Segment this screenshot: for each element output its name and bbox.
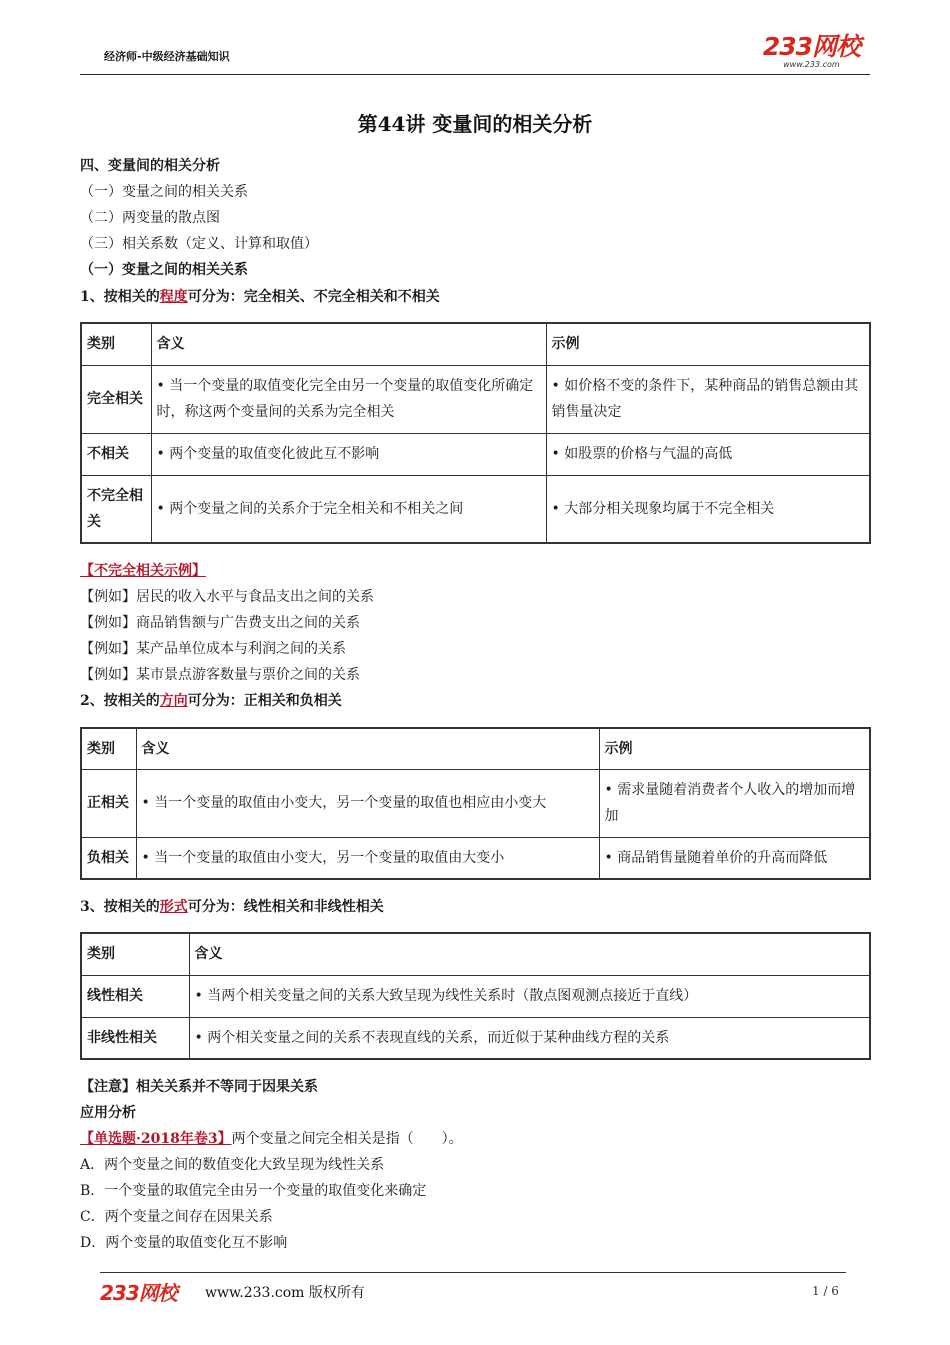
table-header-cell: 示例 — [546, 323, 870, 365]
table-header-row — [81, 933, 870, 975]
table-cell: • 当一个变量的取值由小变大，另一个变量的取值也相应由小变大 — [136, 769, 599, 837]
page-header — [80, 32, 870, 75]
outline-item: （三）相关系数（定义、计算和取值） — [80, 236, 318, 252]
table-row — [81, 475, 870, 543]
degree-table — [80, 322, 871, 544]
form-table — [80, 932, 871, 1060]
table-row — [81, 837, 870, 879]
example-item: 【例如】某产品单位成本与利润之间的关系 — [80, 641, 346, 657]
table-cell: • 两个变量之间的关系介于完全相关和不相关之间 — [151, 475, 546, 543]
table-cell: • 如股票的价格与气温的高低 — [546, 433, 870, 475]
table-cell: • 当两个相关变量之间的关系大致呈现为线性关系时（散点图观测点接近于直线） — [189, 975, 870, 1017]
logo-url: www.233.com — [783, 60, 840, 69]
table-header-row — [81, 728, 870, 769]
table-cell: 非线性相关 — [81, 1017, 189, 1059]
question-option: A．两个变量之间的数值变化大致呈现为线性关系 — [80, 1157, 385, 1173]
example-item: 【例如】居民的收入水平与食品支出之间的关系 — [80, 589, 374, 605]
sub-heading-degree: 1、按相关的程度可分为：完全相关、不完全相关和不相关 — [80, 289, 440, 305]
keyword-direction: 方向 — [159, 693, 188, 709]
note: 【注意】相关关系并不等同于因果关系 — [80, 1079, 318, 1095]
table-cell: • 两个相关变量之间的关系不表现直线的关系，而近似于某种曲线方程的关系 — [189, 1017, 870, 1059]
keyword-degree: 程度 — [159, 289, 188, 305]
table-cell: 线性相关 — [81, 975, 189, 1017]
footer-logo[interactable]: 233网校 — [100, 1281, 177, 1305]
page-title: 第44讲 变量间的相关分析 — [357, 112, 593, 136]
examples-title: 【不完全相关示例】 — [80, 563, 206, 579]
question-option: B．一个变量的取值完全由另一个变量的取值变化来确定 — [80, 1183, 427, 1199]
page-number: 1 / 6 — [812, 1284, 839, 1298]
outline-heading: 四、变量间的相关分析 — [80, 158, 220, 174]
table-header-cell: 类别 — [81, 933, 189, 975]
sub-heading-direction: 2、按相关的方向可分为：正相关和负相关 — [80, 693, 342, 709]
table-row — [81, 365, 870, 433]
header-title: 经济师-中级经济基础知识 — [104, 50, 230, 63]
table-row — [81, 433, 870, 475]
sub-heading-form: 3、按相关的形式可分为：线性相关和非线性相关 — [80, 899, 384, 915]
table-cell: 不相关 — [81, 433, 151, 475]
table-header-cell: 示例 — [599, 728, 870, 769]
footer-copyright: www.233.com 版权所有 — [205, 1285, 365, 1301]
logo-text: 233网校 — [762, 32, 860, 61]
table-cell: 不完全相关 — [81, 475, 151, 543]
question-tag: 【单选题·2018年卷3】 — [80, 1131, 232, 1147]
table-header-cell: 含义 — [151, 323, 546, 365]
table-row — [81, 1017, 870, 1059]
table-header-cell: 含义 — [189, 933, 870, 975]
question-option: C．两个变量之间存在因果关系 — [80, 1209, 273, 1225]
table-cell: • 当一个变量的取值由小变大，另一个变量的取值由大变小 — [136, 837, 599, 879]
direction-table — [80, 727, 871, 880]
example-item: 【例如】某市景点游客数量与票价之间的关系 — [80, 667, 360, 683]
question-stem: 【单选题·2018年卷3】两个变量之间完全相关是指（ ）。 — [80, 1131, 463, 1147]
table-header-cell: 类别 — [81, 728, 136, 769]
brand-logo[interactable] — [763, 34, 860, 69]
table-cell: 正相关 — [81, 769, 136, 837]
question-option: D．两个变量的取值变化互不影响 — [80, 1235, 288, 1251]
table-cell: • 商品销售量随着单价的升高而降低 — [599, 837, 870, 879]
table-cell: • 大部分相关现象均属于不完全相关 — [546, 475, 870, 543]
keyword-form: 形式 — [159, 899, 188, 915]
table-cell: • 两个变量的取值变化彼此互不影响 — [151, 433, 546, 475]
table-cell: 完全相关 — [81, 365, 151, 433]
table-cell: • 如价格不变的条件下，某种商品的销售总额由其销售量决定 — [546, 365, 870, 433]
table-row — [81, 975, 870, 1017]
outline-item: （二）两变量的散点图 — [80, 210, 220, 226]
footer-divider — [100, 1272, 846, 1273]
table-cell: • 当一个变量的取值变化完全由另一个变量的取值变化所确定时，称这两个变量间的关系为完全相关 — [151, 365, 546, 433]
example-item: 【例如】商品销售额与广告费支出之间的关系 — [80, 615, 360, 631]
section-heading: （一）变量之间的相关关系 — [80, 262, 248, 278]
outline-item: （一）变量之间的相关关系 — [80, 184, 248, 200]
table-row — [81, 769, 870, 837]
table-cell: 负相关 — [81, 837, 136, 879]
table-header-cell: 含义 — [136, 728, 599, 769]
analysis-heading: 应用分析 — [80, 1105, 136, 1121]
table-cell: • 需求量随着消费者个人收入的增加而增加 — [599, 769, 870, 837]
table-header-row — [81, 323, 870, 365]
table-header-cell: 类别 — [81, 323, 151, 365]
